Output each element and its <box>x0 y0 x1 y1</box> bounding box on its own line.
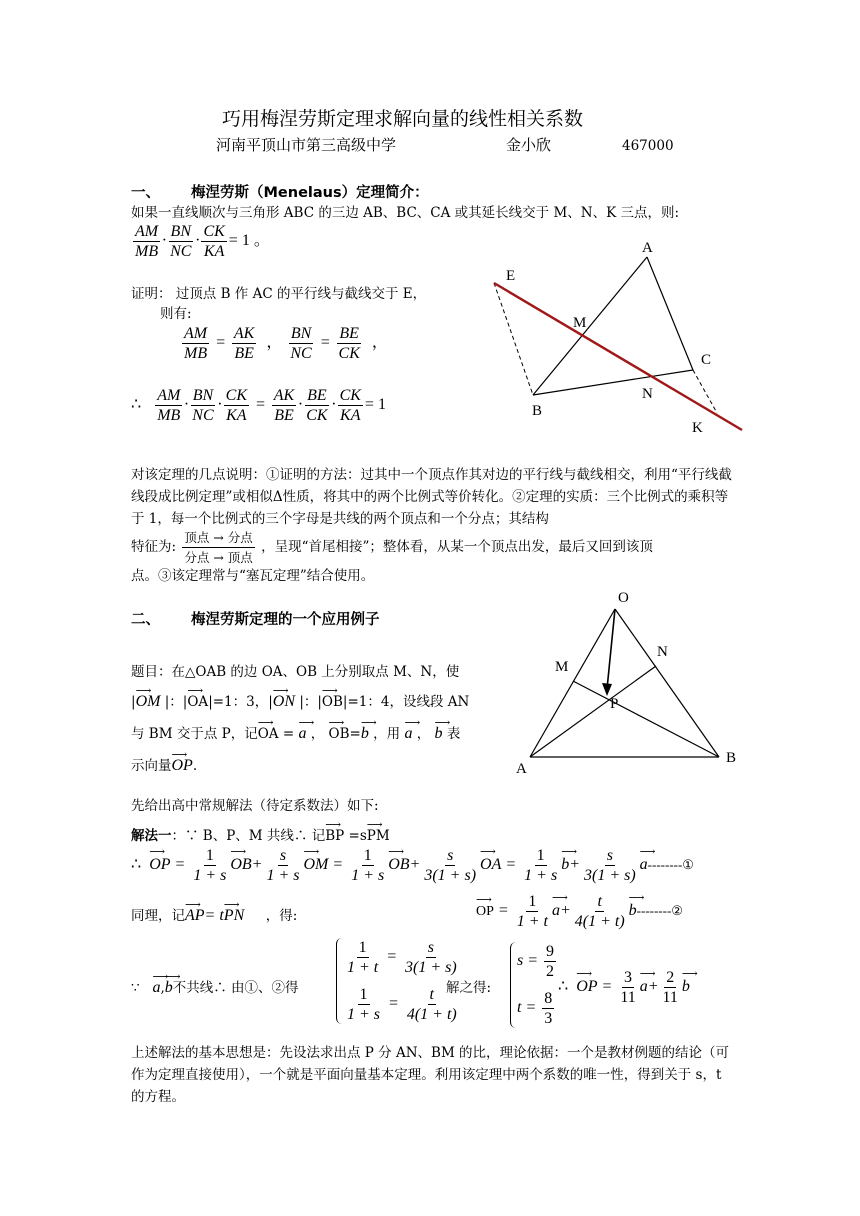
eq2-mid: = t <box>204 907 224 924</box>
ratio-sep-1: |：| <box>164 694 188 710</box>
proof-line1: 证明： 过顶点 B 作 AC 的平行线与截线交于 E， <box>131 286 427 302</box>
proof-ratios: $\frac{AM}{MB}$ = $\frac{AK}{BE}$ ， $\frac{BN}{NC}$ = $\frac{BE}{CK}$ ， <box>184 325 388 362</box>
therefore-symbol: ∴ <box>131 396 142 414</box>
equation-2-left: 同理，记⟶ AP= t⟶ PN ，得: <box>131 906 297 926</box>
problem-l3-d: ，用 <box>373 726 401 742</box>
because-symbol: ∵ <box>131 980 140 996</box>
proof-conclusion: ∴ $\frac{AM}{MB}$ · $\frac{BN}{NC}$ · $\frac{CK}{KA}$ = $\frac{AK}{BE}$ · $\frac{BE}{CK}$ · $\frac{CK}{KA}$ = 1 <box>131 387 386 424</box>
label-B: B <box>532 403 543 419</box>
label-A: A <box>642 240 653 256</box>
section2-heading: 梅涅劳斯定理的一个应用例子 <box>191 612 380 628</box>
problem-l3-e: ， <box>416 726 431 742</box>
theorem-equation-end: = 1 。 <box>228 232 270 250</box>
problem-l3-c: ， <box>310 726 325 742</box>
section1-number: 一、 <box>131 185 160 201</box>
solution1-line: 解法一：∵ B、P、M 共线∴ 记⟶ BP =s⟶ PM <box>131 826 390 846</box>
problem-line3: 与 BM 交于点 P，记⟶ OA = ⟶ a ， ⟶ OB=⟶ b ，用 ⟶ a ， ⟶ b 表 <box>131 724 460 744</box>
theorem-statement: 如果一直线顺次与三角形 ABC 的三边 AB、BC、CA 或其延长线交于 M、N、K 三点，则: <box>131 205 680 221</box>
solve-label: 解之得: <box>446 980 492 996</box>
theorem-equation: $\frac{AM}{MB}$ · $\frac{BN}{NC}$ · $\frac{CK}{KA}$ = 1 。 <box>135 223 270 260</box>
proof-eq-end: = 1 <box>364 396 386 414</box>
fig2-label-B: B <box>726 750 737 766</box>
triangle-oab-figure <box>512 585 752 780</box>
label-N: N <box>642 386 653 402</box>
fig2-label-O: O <box>618 590 629 606</box>
problem-line4: 示向量⟶ OP. <box>131 756 197 776</box>
section1-heading: 梅涅劳斯（Menelaus）定理简介： <box>191 185 429 201</box>
final-therefore: ∴ <box>558 978 569 996</box>
equation-2: ⟶ OP = $\frac{1}{1 + t}$ ⟶ a+ $\frac{t}{4(1 + t)}$ ⟶ b--------② <box>476 892 683 931</box>
author-school: 河南平顶山市第三高级中学 <box>216 136 397 154</box>
ratio-sep-2: |：| <box>299 694 322 710</box>
label-E: E <box>506 268 516 284</box>
final-result: ∴ ⟶ OP = $\frac{3}{11}$ ⟶ a+ $\frac{2}{11}$ ⟶ b <box>558 968 690 1007</box>
problem-l4: 示向量 <box>131 758 172 774</box>
section2-number: 二、 <box>131 612 160 628</box>
label-M: M <box>573 315 587 331</box>
problem-l3-a: 与 BM 交于点 P，记 <box>131 726 258 742</box>
feature-prefix: 特征为: <box>131 539 177 555</box>
label-K: K <box>692 420 703 436</box>
author-zip: 467000 <box>622 138 674 154</box>
ratio-value-1: |=1：3，| <box>208 694 273 710</box>
fig2-label-N: N <box>657 644 668 660</box>
ratio-value-2: |=1：4，设线段 AN <box>342 694 470 710</box>
equation-1-tag: --------① <box>647 857 694 873</box>
proof-line2: 则有: <box>160 306 192 322</box>
page-title: 巧用梅涅劳斯定理求解向量的线性相关系数 <box>222 108 584 130</box>
author-name: 金小欣 <box>506 136 552 154</box>
feature-suffix: ，呈现“首尾相接”；整体看，从某一个顶点出发，最后又回到该顶 <box>261 539 653 555</box>
feature-line <box>131 528 653 567</box>
equation-system: $\frac{1}{1 + t}$ = $\frac{s}{3(1 + s)}$ $\frac{1}{1 + s}$ = $\frac{t}{4(1 + t)}$ <box>336 938 461 1024</box>
system-prefix: ∵ ⟶ a,⟶ b不共线∴ 由①、②得 <box>131 978 299 998</box>
feature-denominator: 分点 → 顶点 <box>184 550 253 565</box>
problem-line2: |⟶ OM |：|⟶ OA|=1：3，|⟶ ON |：|⟶ OB|=1：4，设线段 AN <box>131 692 469 712</box>
eq2-get: ，得: <box>265 908 298 924</box>
noncollinear-text: 不共线∴ 由①、②得 <box>172 980 299 996</box>
solution1-eq: =s <box>348 828 367 844</box>
problem-l3-f: 表 <box>446 726 461 742</box>
solution1-label: 解法一 <box>131 828 172 844</box>
equation-2-tag: --------② <box>636 903 683 919</box>
fig2-label-A: A <box>516 761 527 777</box>
solution-values: s = $\frac{9}{2}$ t = $\frac{8}{3}$ <box>510 942 558 1028</box>
eq2-prefix: 同理，记 <box>131 908 185 924</box>
problem-line1: 题目：在△OAB 的边 OA、OB 上分别取点 M、N，使 <box>131 664 460 680</box>
solution-summary: 上述解法的基本思想是：先设法求出点 P 分 AN、BM 的比，理论依据：一个是教材例题的结论（可作为定理直接使用），一个就是平面向量基本定理。利用该定理中两个系数的唯一性，得到关于 s，t 的方程。 <box>131 1045 730 1105</box>
notes-end: 点。③该定理常与“塞瓦定理”结合使用。 <box>131 568 375 584</box>
equation-1: ∴ ⟶ OP = $\frac{1}{1 + s}$ ⟶ OB+ $\frac{s}{1 + s}$ ⟶ OM = $\frac{1}{1 + s}$ ⟶ OB+ $\frac{s}{3(1 + s)}$ ⟶ OA = $\frac{1}{1 + s}$ ⟶ b+ $\frac{s}{3(1 + s)}$ ⟶ a--------① <box>131 846 694 885</box>
problem-l3-b: = <box>282 726 295 742</box>
fig2-label-M: M <box>555 659 569 675</box>
solution1-text: ：∵ B、P、M 共线∴ 记 <box>171 828 326 844</box>
label-C: C <box>701 352 712 368</box>
solution-intro: 先给出高中常规解法（待定系数法）如下: <box>131 798 379 814</box>
fig2-label-P: P <box>610 696 619 712</box>
theorem-notes: 对该定理的几点说明：①证明的方法：过其中一个顶点作其对边的平行线与截线相交，利用“平行线截线段成比例定理”或相似Δ性质，将其中的两个比例式等价转化。②定理的实质：三个比例式的乘积等于 1，每一个比例式的三个字母是共线的两个顶点和一个分点；其结构 <box>131 467 732 527</box>
feature-numerator: 顶点 → 分点 <box>182 528 254 548</box>
menelaus-figure <box>480 230 750 440</box>
